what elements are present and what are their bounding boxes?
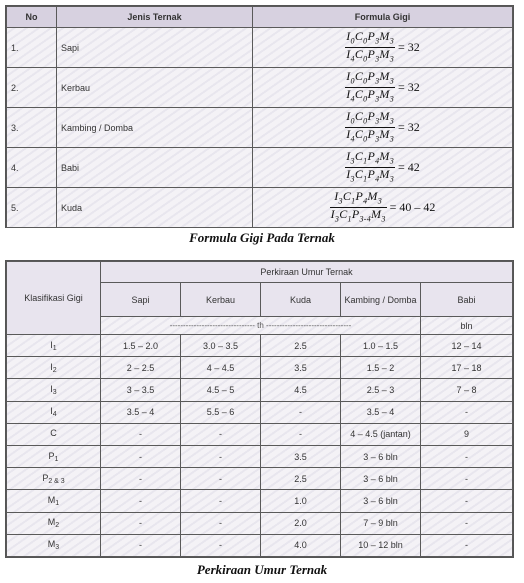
age-value: -	[181, 534, 261, 556]
tooth-class	[7, 423, 101, 445]
animal-name: Kuda	[57, 188, 253, 228]
age-value: 1.0 – 1.5	[341, 335, 421, 357]
age-value: -	[101, 490, 181, 512]
age-value: 1.5 – 2.0	[101, 335, 181, 357]
age-value: 4.5 – 5	[181, 379, 261, 401]
row-number: 1.	[7, 28, 57, 68]
age-value: 3 – 6 bln	[341, 490, 421, 512]
tooth-class-label: C	[50, 428, 57, 439]
age-row	[7, 490, 513, 512]
formula-fraction	[345, 150, 395, 186]
formula-total: = 32	[398, 120, 420, 134]
header-jenis-ternak: Jenis Ternak	[57, 7, 253, 28]
formula-table	[6, 6, 513, 228]
age-row	[7, 512, 513, 534]
tooth-class-subscript: 2	[52, 366, 57, 374]
tooth-class	[7, 512, 101, 534]
age-row	[7, 335, 513, 357]
age-value: -	[261, 401, 341, 423]
age-value: 2.5	[261, 335, 341, 357]
tooth-class-subscript: 2 & 3	[48, 477, 65, 485]
tooth-class-subscript: 3	[52, 388, 57, 396]
header-sapi: Sapi	[101, 283, 181, 317]
formula-row	[7, 148, 513, 188]
age-value: -	[421, 490, 513, 512]
formula-row	[7, 108, 513, 148]
tooth-class-subscript: 1	[52, 344, 57, 352]
tooth-class-label: M	[47, 517, 56, 528]
age-table-group-header	[7, 262, 513, 283]
formula-total: = 40 – 42	[389, 200, 436, 214]
age-value: 2.5	[261, 468, 341, 490]
formula-denominator	[330, 208, 387, 225]
unit-bln: bln	[421, 317, 513, 335]
age-row	[7, 445, 513, 467]
age-value: -	[421, 401, 513, 423]
dental-formula	[253, 68, 513, 108]
formula-table-caption: Formula Gigi Pada Ternak	[189, 230, 335, 245]
header-no: No	[7, 7, 57, 28]
age-value: -	[421, 534, 513, 556]
formula-denominator-text: $I_4C_0P_3M_3$	[346, 87, 394, 104]
age-value: 3.5 – 4	[101, 401, 181, 423]
age-value: 3 – 3.5	[101, 379, 181, 401]
age-value: 9	[421, 423, 513, 445]
age-value: 3 – 6 bln	[341, 445, 421, 467]
age-value: 2.5 – 3	[341, 379, 421, 401]
tooth-class	[7, 534, 101, 556]
formula-denominator	[345, 88, 395, 105]
row-number: 3.	[7, 108, 57, 148]
tooth-class-subscript: 4	[52, 411, 57, 419]
header-babi: Babi	[421, 283, 513, 317]
age-value: 7 – 8	[421, 379, 513, 401]
age-value: 4.0	[261, 534, 341, 556]
formula-numerator	[345, 150, 395, 168]
age-value: 3.0 – 3.5	[181, 335, 261, 357]
age-value: -	[101, 512, 181, 534]
formula-denominator	[345, 48, 395, 65]
row-number: 4.	[7, 148, 57, 188]
animal-name: Babi	[57, 148, 253, 188]
formula-denominator-text: $I_3C_1P_4M_3$	[346, 167, 394, 184]
formula-fraction	[345, 110, 395, 146]
formula-numerator-text: $I_0C_0P_3M_3$	[346, 68, 394, 85]
formula-table-header	[7, 7, 513, 28]
formula-numerator-text: $I_0C_0P_3M_3$	[346, 108, 394, 125]
formula-numerator	[330, 190, 387, 208]
formula-denominator-text: $I_3C_1P_{3-4}M_3$	[330, 207, 386, 224]
formula-denominator	[345, 168, 395, 185]
tooth-class-label: P	[48, 450, 55, 461]
age-value: 1.0	[261, 490, 341, 512]
age-row	[7, 357, 513, 379]
age-value: -	[421, 512, 513, 534]
header-klasifikasi-gigi: Klasifikasi Gigi	[7, 262, 101, 335]
tooth-class-label: I	[50, 339, 53, 350]
tooth-class	[7, 357, 101, 379]
age-value: -	[421, 468, 513, 490]
formula-total: = 32	[398, 40, 420, 54]
age-row	[7, 401, 513, 423]
formula-row	[7, 28, 513, 68]
formula-total: = 32	[398, 80, 420, 94]
age-value: 10 – 12 bln	[341, 534, 421, 556]
age-row	[7, 379, 513, 401]
age-value: 3.5 – 4	[341, 401, 421, 423]
header-formula-gigi: Formula Gigi	[253, 7, 513, 28]
tooth-class	[7, 445, 101, 467]
dental-formula	[253, 148, 513, 188]
animal-name: Sapi	[57, 28, 253, 68]
tooth-class-subscript: 3	[55, 544, 60, 552]
age-value: 17 – 18	[421, 357, 513, 379]
formula-fraction	[345, 70, 395, 106]
tooth-class	[7, 379, 101, 401]
age-table-caption: Perkiraan Umur Ternak	[196, 562, 328, 577]
age-value: -	[101, 445, 181, 467]
formula-denominator	[345, 128, 395, 145]
tooth-class	[7, 335, 101, 357]
age-value: 4.5	[261, 379, 341, 401]
tooth-class-label: I	[50, 383, 53, 394]
age-value: 3.5	[261, 357, 341, 379]
formula-total: = 42	[398, 160, 420, 174]
age-value: 1.5 – 2	[341, 357, 421, 379]
header-perkiraan-umur: Perkiraan Umur Ternak	[101, 262, 513, 283]
header-kambing-domba: Kambing / Domba	[341, 283, 421, 317]
unit-th: -------------------------------- th --------------------------------	[101, 317, 421, 335]
age-value: -	[181, 490, 261, 512]
formula-fraction	[345, 30, 395, 66]
age-value: -	[181, 445, 261, 467]
tooth-class-label: M	[47, 539, 56, 550]
age-value: 3 – 6 bln	[341, 468, 421, 490]
tooth-class-label: I	[50, 361, 53, 372]
animal-name: Kambing / Domba	[57, 108, 253, 148]
age-table	[6, 261, 513, 557]
age-value: 5.5 – 6	[181, 401, 261, 423]
dental-formula	[253, 108, 513, 148]
formula-numerator-text: $I_0C_0P_3M_3$	[346, 28, 394, 45]
formula-numerator	[345, 70, 395, 88]
age-value: -	[181, 468, 261, 490]
tooth-class-subscript: 1	[55, 499, 60, 507]
dental-formula	[253, 188, 513, 228]
age-value: 12 – 14	[421, 335, 513, 357]
age-value: 2.0	[261, 512, 341, 534]
age-value: -	[101, 534, 181, 556]
age-value: 2 – 2.5	[101, 357, 181, 379]
age-value: -	[101, 468, 181, 490]
formula-numerator	[345, 110, 395, 128]
age-value: 4 – 4.5 (jantan)	[341, 423, 421, 445]
row-number: 2.	[7, 68, 57, 108]
tooth-class-label: M	[47, 494, 56, 505]
age-value: 3.5	[261, 445, 341, 467]
animal-name: Kerbau	[57, 68, 253, 108]
formula-denominator-text: $I_4C_0P_3M_3$	[346, 127, 394, 144]
formula-fraction	[330, 190, 387, 226]
formula-row	[7, 68, 513, 108]
tooth-class	[7, 490, 101, 512]
age-value: -	[421, 445, 513, 467]
formula-numerator-text: $I_3C_1P_4M_3$	[334, 188, 382, 205]
dental-formula	[253, 28, 513, 68]
formula-table-panel	[5, 5, 514, 228]
age-value: 7 – 9 bln	[341, 512, 421, 534]
formula-numerator	[345, 30, 395, 48]
tooth-class	[7, 401, 101, 423]
formula-numerator-text: $I_3C_1P_4M_3$	[346, 148, 394, 165]
tooth-class-label: P	[42, 472, 49, 483]
age-row	[7, 468, 513, 490]
tooth-class-subscript: 2	[55, 522, 60, 530]
age-value: 4 – 4.5	[181, 357, 261, 379]
formula-denominator-text: $I_4C_0P_3M_3$	[346, 47, 394, 64]
tooth-class-label: I	[50, 406, 53, 417]
row-number: 5.	[7, 188, 57, 228]
age-value: -	[181, 512, 261, 534]
age-value: -	[181, 423, 261, 445]
age-row	[7, 423, 513, 445]
tooth-class-subscript: 1	[54, 455, 59, 463]
formula-row	[7, 188, 513, 228]
age-value: -	[261, 423, 341, 445]
age-table-panel	[5, 260, 514, 558]
header-kerbau: Kerbau	[181, 283, 261, 317]
age-row	[7, 534, 513, 556]
age-value: -	[101, 423, 181, 445]
header-kuda: Kuda	[261, 283, 341, 317]
tooth-class	[7, 468, 101, 490]
